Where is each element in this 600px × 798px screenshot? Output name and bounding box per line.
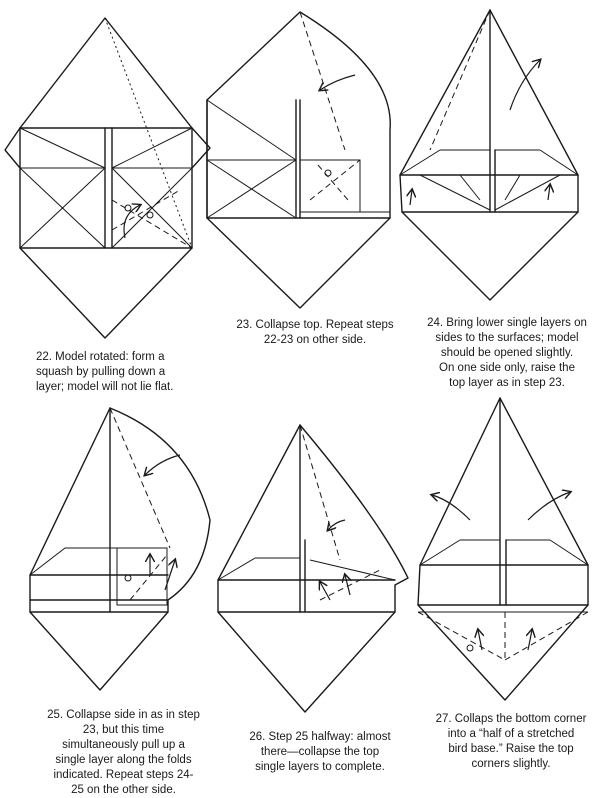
step-26-caption: 26. Step 25 halfway: almost there—collapse the top single layers to complete. [249,731,391,773]
step-22-caption: 22. Model rotated: form a squash by pulling down a layer; model will not lie flat. [36,351,174,393]
step-24-diagram [400,10,578,300]
step-27-caption: 27. Collaps the bottom corner into a “half of a stretched bird base.” Raise the top corners slightly. [435,713,587,770]
step-22-diagram [5,18,210,338]
step-26-diagram [218,425,408,712]
step-25-diagram [30,408,210,690]
step-24-caption: 24. Bring lower single layers on sides to the surfaces; model should be opened slightly. On one side only, raise the top layer as in step 23. [427,317,587,389]
step-25-caption: 25. Collapse side in as in step 23, but this time simultaneously pull up a single layer along the folds indicated. Repeat steps 24- 25 on the other side. [47,709,200,796]
step-27-diagram [418,398,588,700]
step-23-diagram [207,12,390,308]
step-23-caption: 23. Collapse top. Repeat steps 22-23 on other side. [236,319,394,346]
